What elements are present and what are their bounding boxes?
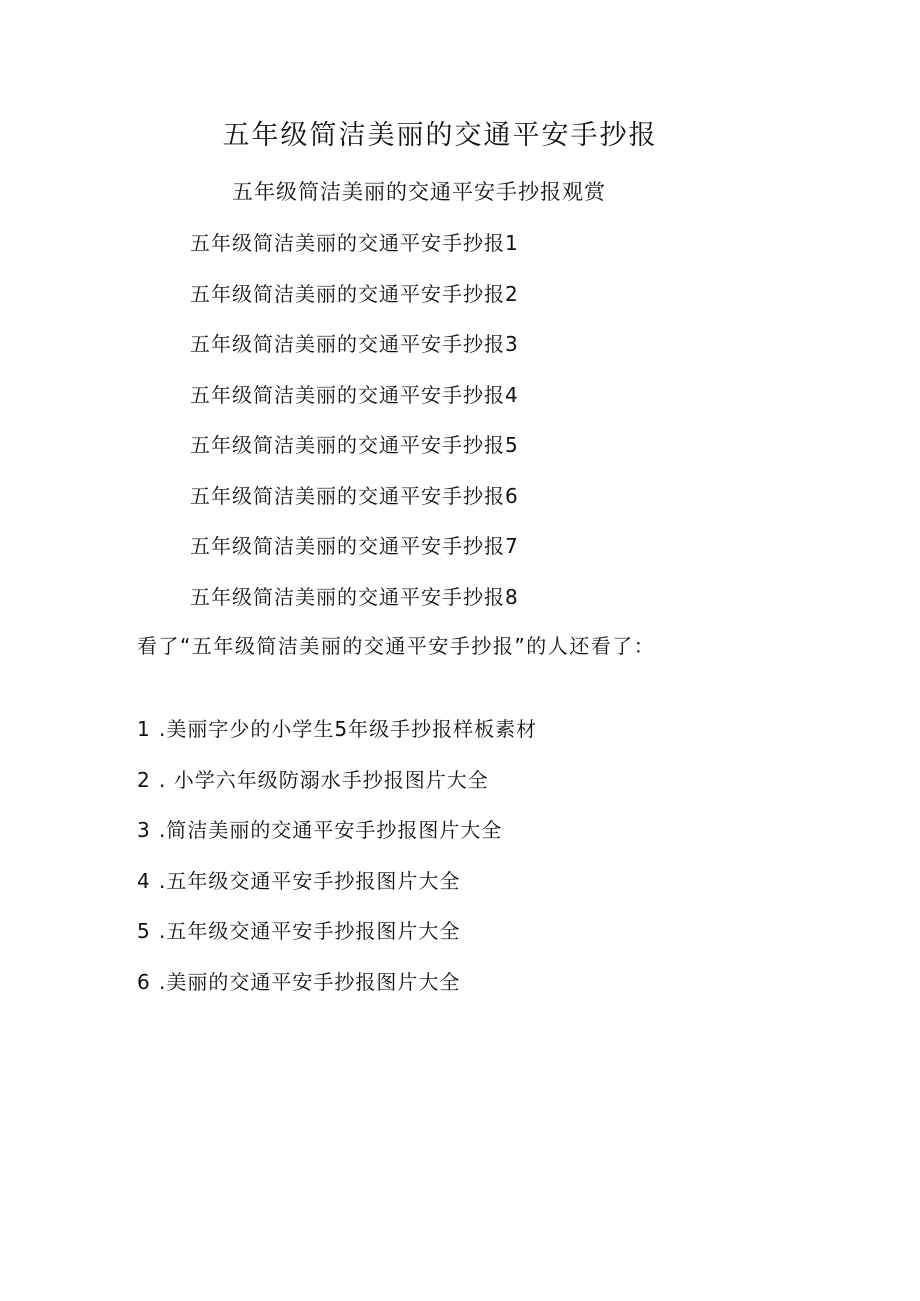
related-item [137, 863, 537, 914]
toc-item: 五年级简洁美丽的交通平安手抄报2 [190, 281, 519, 306]
toc-item: 五年级简洁美丽的交通平安手抄报3 [190, 332, 519, 356]
toc-item: 五年级简洁美丽的交通平安手抄报4 [190, 382, 519, 407]
related-item-text: .简洁美丽的交通平安手抄报图片大全 [159, 818, 503, 842]
toc-item: 五年级简洁美丽的交通平安手抄报6 [190, 483, 519, 508]
related-item-number: 1 [137, 717, 151, 741]
also-viewed-heading: 看了“五年级简洁美丽的交通平安手抄报”的人还看了： [137, 634, 656, 658]
related-item [137, 913, 537, 964]
related-item-text: .美丽字少的小学生5年级手抄报样板素材 [159, 717, 538, 741]
related-item [137, 762, 537, 813]
page-subtitle: 五年级简洁美丽的交通平安手抄报观赏 [232, 180, 606, 204]
related-item-number: 3 [137, 818, 151, 842]
related-item-text: .五年级交通平安手抄报图片大全 [159, 868, 461, 893]
related-item-text: . 小学六年级防溺水手抄报图片大全 [159, 767, 489, 792]
related-item-number: 5 [137, 919, 151, 943]
related-item-text: .五年级交通平安手抄报图片大全 [159, 919, 461, 943]
toc-item: 五年级简洁美丽的交通平安手抄报1 [190, 231, 519, 255]
related-item-text: .美丽的交通平安手抄报图片大全 [159, 969, 461, 994]
related-item [137, 964, 537, 1015]
page-title: 五年级简洁美丽的交通平安手抄报 [222, 120, 658, 151]
related-item-number: 6 [137, 969, 151, 994]
related-item-number: 4 [137, 868, 151, 893]
related-item [137, 812, 537, 863]
related-list [137, 711, 537, 1014]
toc-item: 五年级简洁美丽的交通平安手抄报7 [190, 534, 519, 558]
toc-list [190, 225, 519, 629]
toc-item: 五年级简洁美丽的交通平安手抄报8 [190, 584, 519, 609]
toc-item: 五年级简洁美丽的交通平安手抄报5 [190, 433, 519, 457]
related-item [137, 711, 537, 762]
related-item-number: 2 [137, 767, 151, 792]
